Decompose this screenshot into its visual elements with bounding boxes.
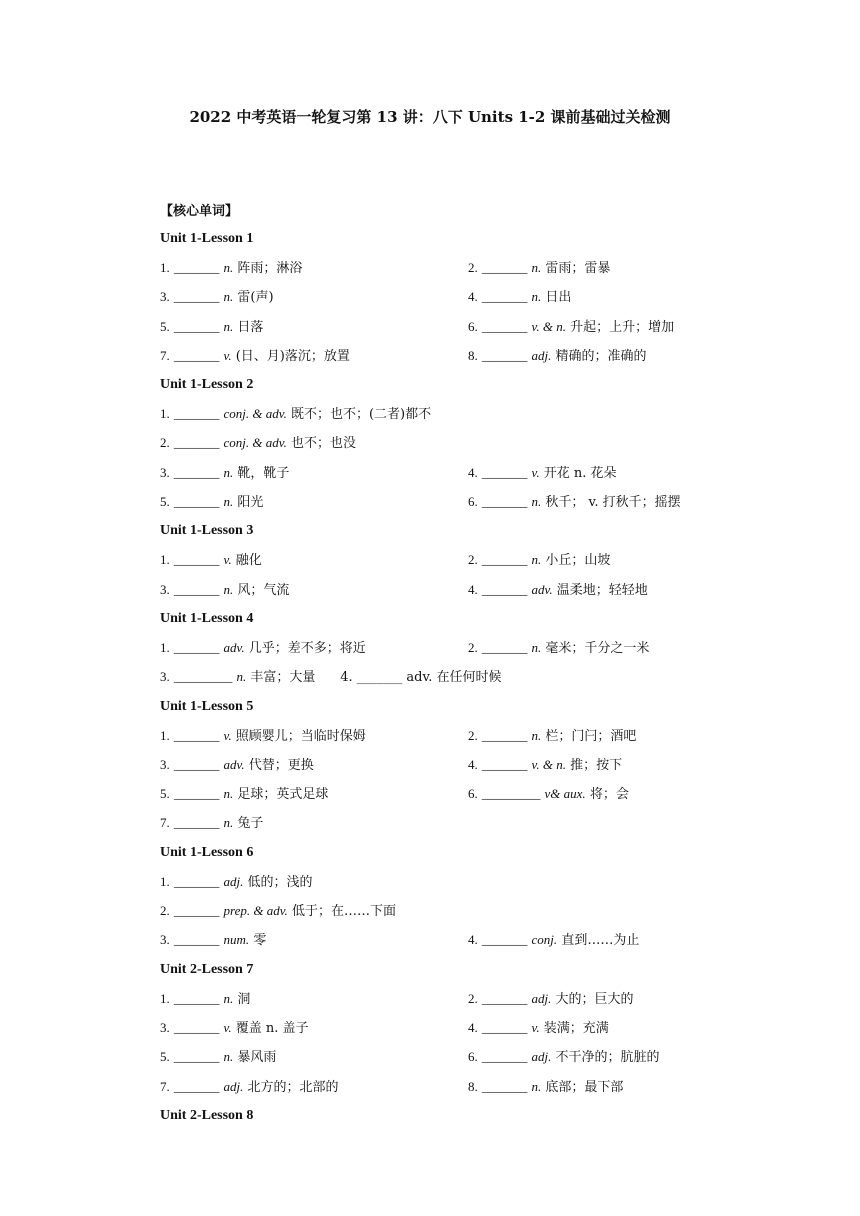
word-meaning: 日出 [545, 290, 572, 306]
vocab-item [160, 633, 366, 663]
item-number: 6. [468, 786, 478, 802]
item-number: 2. [468, 639, 478, 655]
vocab-row [160, 721, 740, 750]
item-number: 2. [160, 903, 170, 919]
vocab-item [468, 282, 571, 312]
word-meaning: 风；气流 [237, 582, 290, 598]
word-meaning: 足球；英式足球 [237, 787, 329, 803]
vocab-row [160, 896, 740, 925]
part-of-speech: n. [223, 786, 234, 802]
word-meaning: 低的；浅的 [247, 874, 313, 890]
part-of-speech: n. [223, 990, 234, 1006]
part-of-speech: n. [531, 727, 542, 743]
vocab-item [160, 1013, 309, 1043]
vocab-item [160, 867, 313, 897]
answer-blank: _______ [173, 581, 220, 597]
part-of-speech: n. [223, 260, 234, 275]
answer-blank: _______ [481, 727, 528, 743]
vocab-item [468, 750, 622, 780]
word-meaning: 将；会 [589, 787, 629, 803]
answer-blank: _______ [481, 1078, 528, 1094]
word-meaning: 升起；上升；增加 [570, 319, 675, 335]
vocab-item [160, 984, 250, 1014]
vocab-row [160, 984, 740, 1013]
item-number: 4. [468, 932, 478, 948]
vocab-item [160, 428, 356, 458]
answer-blank: _______ [173, 756, 220, 772]
unit-lesson-title: Unit 1-Lesson 3 [160, 523, 254, 539]
word-meaning: 低于；在……下面 [291, 904, 396, 920]
item-number: 1. [160, 873, 170, 889]
answer-blank: _______ [173, 1078, 220, 1094]
part-of-speech: v. [223, 727, 232, 743]
answer-blank: _______ [481, 318, 528, 334]
vocab-row [160, 1072, 740, 1101]
answer-blank: _______ [481, 1049, 528, 1065]
part-of-speech: adj. [223, 1078, 244, 1094]
answer-blank: _______ [481, 289, 528, 305]
vocab-row [160, 662, 740, 691]
part-of-speech: adj. [531, 347, 552, 363]
part-of-speech: n. [223, 815, 234, 831]
answer-blank: _______ [173, 464, 220, 480]
word-meaning: 照顾婴儿；当临时保姆 [235, 728, 366, 744]
word-meaning: 洞 [237, 991, 251, 1007]
word-meaning: (日、月)落沉；放置 [235, 348, 350, 364]
part-of-speech: n. [531, 289, 542, 305]
word-meaning: 丰富；大量 [250, 670, 316, 686]
answer-blank: _______ [173, 1049, 220, 1065]
word-meaning: 雷(声) [237, 290, 274, 306]
answer-blank: _______ [481, 932, 528, 948]
part-of-speech: n. [531, 639, 542, 655]
item-number: 4. [468, 289, 478, 305]
vocab-row [160, 808, 740, 837]
vocab-item [160, 1072, 339, 1102]
vocab-row [160, 750, 740, 779]
unit-lesson-title: Unit 1-Lesson 5 [160, 698, 254, 714]
answer-blank: _______ [481, 494, 528, 510]
item-number: 3. [160, 581, 170, 597]
item-number: 4. [468, 1019, 478, 1035]
item-number: 1. [160, 260, 170, 275]
vocab-row [160, 633, 740, 662]
vocab-item [468, 253, 610, 283]
inline-extra-item: 4. _______ adv. 在任何时候 [340, 670, 502, 686]
vocab-row [160, 341, 740, 370]
word-meaning: 阳光 [237, 495, 264, 511]
vocab-item [160, 282, 274, 312]
part-of-speech: conj. & adv. [223, 435, 287, 451]
item-number: 6. [468, 494, 478, 510]
answer-blank: _______ [173, 903, 220, 919]
answer-blank: _________ [173, 669, 233, 685]
word-meaning: 暴风雨 [237, 1050, 277, 1066]
part-of-speech: v& aux. [544, 786, 586, 802]
part-of-speech: v. [223, 552, 232, 568]
vocab-item [468, 312, 674, 342]
item-number: 7. [160, 1078, 170, 1094]
vocab-row [160, 779, 740, 808]
word-meaning: 兔子 [237, 816, 264, 832]
vocab-row [160, 399, 740, 428]
word-meaning: 栏；门闩；酒吧 [545, 728, 637, 744]
part-of-speech: conj. & adv. [223, 406, 287, 422]
vocab-item [160, 575, 289, 605]
vocab-item [468, 984, 634, 1014]
vocab-item [468, 779, 629, 809]
vocab-row [160, 312, 740, 341]
item-number: 3. [160, 669, 170, 685]
part-of-speech: prep. & adv. [223, 903, 288, 919]
part-of-speech: v. & n. [531, 318, 566, 334]
item-number: 2. [468, 552, 478, 568]
item-number: 7. [160, 347, 170, 363]
answer-blank: _______ [173, 727, 220, 743]
answer-blank: _______ [481, 581, 528, 597]
answer-blank: _______ [173, 260, 220, 275]
vocab-row [160, 867, 740, 896]
part-of-speech: n. [223, 289, 234, 305]
answer-blank: _______ [173, 494, 220, 510]
part-of-speech: n. [223, 464, 234, 480]
part-of-speech: v. [531, 464, 540, 480]
item-number: 3. [160, 932, 170, 948]
vocab-item [468, 1042, 660, 1072]
vocab-item [468, 458, 617, 488]
unit-lesson-title: Unit 1-Lesson 2 [160, 377, 254, 393]
item-number: 2. [160, 435, 170, 451]
item-number: 4. [468, 464, 478, 480]
part-of-speech: n. [223, 318, 234, 334]
item-number: 1. [160, 639, 170, 655]
answer-blank: _______ [173, 406, 220, 422]
part-of-speech: conj. [531, 932, 558, 948]
item-number: 6. [468, 318, 478, 334]
word-meaning: 北方的；北部的 [247, 1079, 339, 1095]
item-number: 2. [468, 260, 478, 275]
vocab-row [160, 458, 740, 487]
vocab-item [468, 1072, 623, 1102]
unit-lesson-title: Unit 2-Lesson 8 [160, 1107, 254, 1123]
answer-blank: _________ [481, 786, 541, 802]
word-meaning: 靴，靴子 [237, 465, 290, 481]
vocab-item [160, 896, 396, 926]
word-meaning: 也不；也没 [290, 436, 356, 452]
answer-blank: _______ [481, 347, 528, 363]
answer-blank: _______ [173, 435, 220, 451]
part-of-speech: n. [223, 1049, 234, 1065]
part-of-speech: v. [531, 1019, 540, 1035]
answer-blank: _______ [481, 552, 528, 568]
word-meaning: 阵雨；淋浴 [237, 261, 303, 276]
part-of-speech: v. [223, 347, 232, 363]
part-of-speech: n. [223, 494, 234, 510]
word-meaning: 日落 [237, 319, 264, 335]
answer-blank: _______ [173, 347, 220, 363]
part-of-speech: adv. [531, 581, 553, 597]
word-meaning: 温柔地；轻轻地 [556, 582, 648, 598]
answer-blank: _______ [173, 990, 220, 1006]
answer-blank: _______ [173, 815, 220, 831]
part-of-speech: n. [236, 669, 247, 685]
item-number: 5. [160, 1049, 170, 1065]
word-meaning: 毫米；千分之一米 [545, 640, 650, 656]
word-meaning: 推；按下 [570, 757, 623, 773]
vocab-item [160, 458, 289, 488]
vocab-item [160, 399, 431, 429]
vocab-item [468, 1013, 609, 1043]
word-meaning: 精确的；准确的 [555, 348, 647, 364]
answer-blank: _______ [173, 932, 220, 948]
word-meaning: 底部；最下部 [545, 1079, 624, 1095]
part-of-speech: n. [531, 1078, 542, 1094]
item-number: 1. [160, 990, 170, 1006]
word-meaning: 零 [253, 933, 267, 949]
vocab-item [160, 808, 263, 838]
word-meaning: 小丘；山坡 [545, 553, 611, 569]
word-meaning: 既不；也不；(二者)都不 [290, 407, 432, 423]
vocab-item [468, 341, 647, 371]
vocab-row [160, 282, 740, 311]
item-number: 5. [160, 786, 170, 802]
part-of-speech: adj. [531, 990, 552, 1006]
answer-blank: _______ [481, 260, 528, 275]
vocabulary-content [160, 200, 740, 1130]
item-number: 3. [160, 1019, 170, 1035]
item-number: 7. [160, 815, 170, 831]
vocab-row [160, 428, 740, 457]
vocab-item [160, 925, 266, 955]
unit-lesson-title: Unit 1-Lesson 1 [160, 231, 254, 246]
answer-blank: _______ [481, 756, 528, 772]
section-heading: 【核心单词】 [160, 204, 239, 219]
item-number: 2. [468, 727, 478, 743]
vocab-row [160, 575, 740, 604]
vocab-row [160, 487, 740, 516]
item-number: 4. [468, 756, 478, 772]
item-number: 5. [160, 318, 170, 334]
vocab-item [160, 487, 263, 517]
vocab-item [160, 545, 262, 575]
answer-blank: _______ [481, 464, 528, 480]
vocab-row [160, 253, 740, 282]
vocab-item [468, 721, 636, 751]
vocab-item [160, 779, 328, 809]
word-meaning: 覆盖 n. 盖子 [235, 1020, 309, 1036]
word-meaning: 几乎；差不多；将近 [248, 640, 366, 656]
answer-blank: _______ [173, 873, 220, 889]
item-number: 1. [160, 406, 170, 422]
word-meaning: 秋千； v. 打秋千；摇摆 [545, 495, 681, 511]
word-meaning: 大的；巨大的 [555, 991, 634, 1007]
vocab-item [160, 253, 302, 283]
item-number: 1. [160, 727, 170, 743]
part-of-speech: v. & n. [531, 756, 566, 772]
vocab-item [160, 312, 263, 342]
part-of-speech: adv. [223, 639, 245, 655]
part-of-speech: v. [223, 1019, 232, 1035]
item-number: 3. [160, 464, 170, 480]
vocab-item [468, 633, 649, 663]
unit-lesson-title: Unit 2-Lesson 7 [160, 961, 254, 977]
part-of-speech: n. [531, 552, 542, 568]
word-meaning: 不干净的；肮脏的 [555, 1050, 660, 1066]
word-meaning: 装满；充满 [543, 1020, 609, 1036]
item-number: 5. [160, 494, 170, 510]
part-of-speech: n. [531, 494, 542, 510]
vocab-item [160, 750, 314, 780]
part-of-speech: n. [531, 260, 542, 275]
vocab-item [160, 341, 350, 371]
unit-lesson-title: Unit 1-Lesson 6 [160, 844, 254, 860]
item-number: 6. [468, 1049, 478, 1065]
part-of-speech: num. [223, 932, 250, 948]
item-number: 4. [468, 581, 478, 597]
item-number: 3. [160, 289, 170, 305]
vocab-row [160, 1013, 740, 1042]
answer-blank: _______ [173, 552, 220, 568]
vocab-item [468, 925, 639, 955]
vocab-item [468, 545, 610, 575]
item-number: 3. [160, 756, 170, 772]
answer-blank: _______ [173, 318, 220, 334]
vocab-item [468, 575, 648, 605]
vocab-item [160, 721, 366, 751]
part-of-speech: adj. [531, 1049, 552, 1065]
word-meaning: 开花 n. 花朵 [543, 465, 617, 481]
item-number: 2. [468, 990, 478, 1006]
part-of-speech: adv. [223, 756, 245, 772]
word-meaning: 直到……为止 [561, 933, 640, 949]
vocab-item [468, 487, 681, 517]
answer-blank: _______ [481, 990, 528, 1006]
part-of-speech: adj. [223, 873, 244, 889]
answer-blank: _______ [173, 639, 220, 655]
answer-blank: _______ [481, 1019, 528, 1035]
answer-blank: _______ [173, 289, 220, 305]
vocab-row [160, 925, 740, 954]
word-meaning: 融化 [235, 553, 262, 569]
answer-blank: _______ [481, 639, 528, 655]
page-title: 2022 中考英语一轮复习第 13 讲：八下 Units 1-2 课前基础过关检测 [189, 108, 671, 126]
answer-blank: _______ [173, 1019, 220, 1035]
vocab-row [160, 545, 740, 574]
word-meaning: 代替；更换 [248, 757, 314, 773]
word-meaning: 雷雨；雷暴 [545, 261, 611, 276]
answer-blank: _______ [173, 786, 220, 802]
vocab-item [160, 662, 502, 692]
part-of-speech: n. [223, 581, 234, 597]
unit-lesson-title: Unit 1-Lesson 4 [160, 610, 254, 626]
item-number: 8. [468, 1078, 478, 1094]
vocab-row [160, 1042, 740, 1071]
item-number: 8. [468, 347, 478, 363]
item-number: 1. [160, 552, 170, 568]
vocab-item [160, 1042, 276, 1072]
